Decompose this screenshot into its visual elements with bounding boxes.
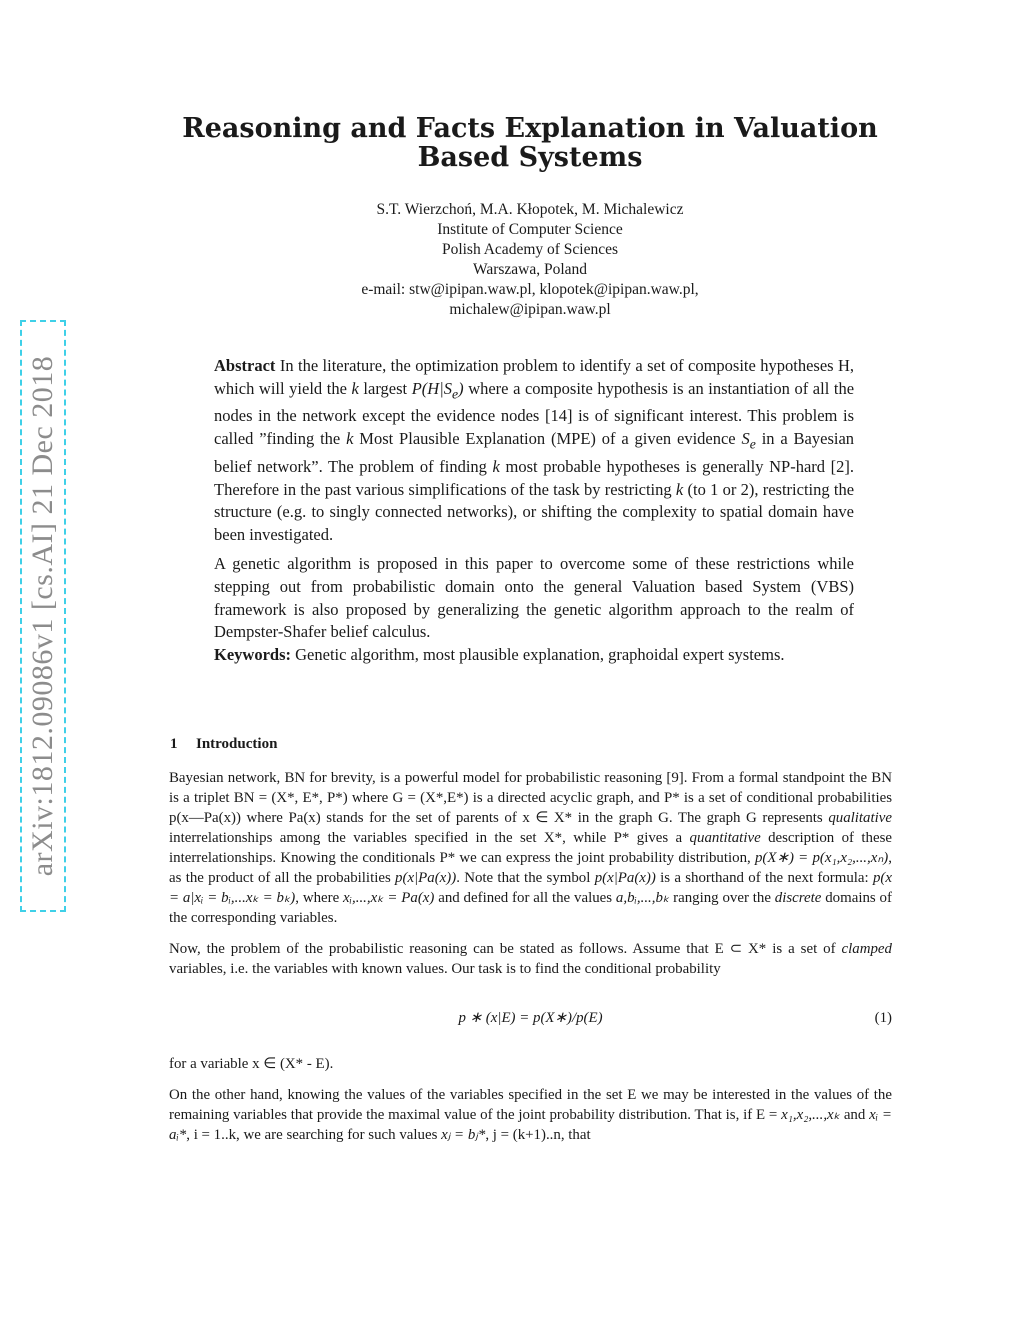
math-xs: x₁,x₂,...,xₖ — [781, 1107, 840, 1123]
abstract-paragraph-2: A genetic algorithm is proposed in this paper to overcome some of these restrictions while stepping out from probabilistic domain onto the general Valuation based System (VBS) framework is also proposed by generalizing the genetic algorithm approach to the realm of Dempster-Shafer belief calculus. — [214, 554, 854, 642]
affiliation-institute: Institute of Computer Science — [437, 221, 623, 238]
abstract-text: where a composite hypothesis is an instantiation of all the nodes in the network except the evidence nodes [14] is of significant interest. This problem is called ”finding the — [214, 378, 855, 449]
math-joint: p(X∗) = p(x₁,x₂,...,xₙ) — [754, 850, 889, 866]
math-pxpa: p(x|Pa(x)) — [594, 870, 656, 886]
title-line-2: Based Systems — [417, 142, 643, 173]
affiliation-academy: Polish Academy of Sciences — [441, 241, 619, 258]
keywords-text: Genetic algorithm, most plausible explanation, graphoidal expert systems. — [295, 644, 785, 664]
abstract-text: largest — [363, 378, 408, 398]
abstract-label: Abstract — [214, 356, 276, 375]
email-line-2: michalew@ipipan.waw.pl — [449, 301, 611, 318]
math-pxpa: p(x|Pa(x)) — [395, 870, 457, 886]
abstract-text: most probable hypotheses is generally NP-hard [2]. Therefore in the past various simplifications of the task by restricting — [214, 456, 855, 499]
paper-title — [150, 114, 910, 172]
intro-paragraph-4: On the other hand, knowing the values of the variables specified in the set E we may be interested in the values of the remaining variables that provide the maximal value of the joint probability distribution. That is, if E = x₁,x₂,...,xₖ and xᵢ = aᵢ*, i = 1..k, we are searching for such values xⱼ = bⱼ*, j = (k+1)..n, that — [169, 1087, 892, 1143]
math-xa: xᵢ = aᵢ* — [169, 1107, 892, 1143]
intro-paragraph-3: for a variable x ∈ (X* - E). — [169, 1056, 334, 1072]
math-formula: p(x = a|xᵢ = bᵢ,...xₖ = bₖ) — [169, 870, 892, 906]
emph-clamped: clamped — [841, 941, 892, 957]
equation: p ∗ (x|E) = p(X∗)/p(E) — [458, 1010, 603, 1026]
math-k: k — [675, 479, 684, 499]
emph-quantitative: quantitative — [689, 830, 761, 846]
section-number: 1 — [170, 736, 178, 752]
abstract-text: Most Plausible Explanation (MPE) of a given evidence — [359, 429, 736, 449]
intro-body — [169, 768, 892, 1145]
math-k: k — [492, 456, 500, 476]
keywords-label: Keywords: — [214, 644, 291, 664]
math-phs: $P(H|S_e)$ — [411, 378, 464, 401]
abstract-text: In the literature, the optimization problem to identify a set of composite hypotheses H, which will yield the — [214, 356, 855, 398]
abstract-paragraph-1 — [214, 355, 854, 546]
math-k: k — [346, 429, 354, 449]
author-block — [230, 200, 830, 320]
section-title: Introduction — [196, 736, 278, 752]
abstract-text: (to 1 or 2), restricting the structure (e.g. to singly connected networks), or shifting the complexity to spatial domain have been investigated. — [214, 479, 855, 544]
math-xb: xⱼ = bⱼ* — [441, 1127, 486, 1143]
email-line-1: e-mail: stw@ipipan.waw.pl, klopotek@ipipan.waw.pl, — [361, 281, 699, 298]
math-se: $S_e$ — [741, 429, 756, 452]
equation-row — [169, 990, 892, 1042]
section-heading — [170, 736, 277, 753]
intro-paragraph-2: Now, the problem of the probabilistic reasoning can be stated as follows. Assume that E ⊂ X* is a set of clamped variables, i.e. the variables with known values. Our task is to find the conditional probability — [169, 941, 892, 977]
emph-discrete: discrete — [774, 890, 822, 906]
arxiv-stamp-text: arXiv:1812.09086v1 [cs.AI] 21 Dec 2018 — [26, 355, 59, 877]
arxiv-stamp — [20, 320, 66, 912]
math-abs: a,bᵢ,...,bₖ — [615, 890, 670, 906]
keywords — [214, 644, 854, 667]
equation-number: (1) — [874, 1010, 892, 1026]
abstract — [214, 355, 854, 666]
abstract-text: in a Bayesian belief network”. The problem of finding — [214, 429, 855, 476]
math-k: k — [351, 378, 359, 398]
emph-qualitative: qualitative — [828, 810, 892, 826]
affiliation-location: Warszawa, Poland — [472, 261, 588, 278]
title-line-1: Reasoning and Facts Explanation in Valuation — [182, 113, 878, 144]
author-names: S.T. Wierzchoń, M.A. Kłopotek, M. Michalewicz — [376, 201, 684, 218]
intro-paragraph-1: Bayesian network, BN for brevity, is a powerful model for probabilistic reasoning [9]. From a formal standpoint the BN is a triplet BN = (X*, E*, P*) where G = (X*,E*) is a directed acyclic graph, and P* is a set of conditional probabilities p(x—Pa(x)) where Pa(x) stands for the set of parents of x ∈ X* in the graph G. The graph G represents qualitative interrelationships among the variables specified in the set X*, while P* gives a quantitative description of these interrelationships. Knowing the conditionals P* we can express the joint probability distribution, p(X∗) = p(x₁,x₂,...,xₙ), as the product of all the probabilities p(x|Pa(x)). Note that the symbol p(x|Pa(x)) is a shorthand of the next formula: p(x = a|xᵢ = bᵢ,...xₖ = bₖ), where xᵢ,...,xₖ = Pa(x) and defined for all the values a,bᵢ,...,bₖ ranging over the discrete domains of the corresponding variables. — [169, 770, 892, 926]
math-xs: xᵢ,...,xₖ = Pa(x) — [343, 890, 435, 906]
